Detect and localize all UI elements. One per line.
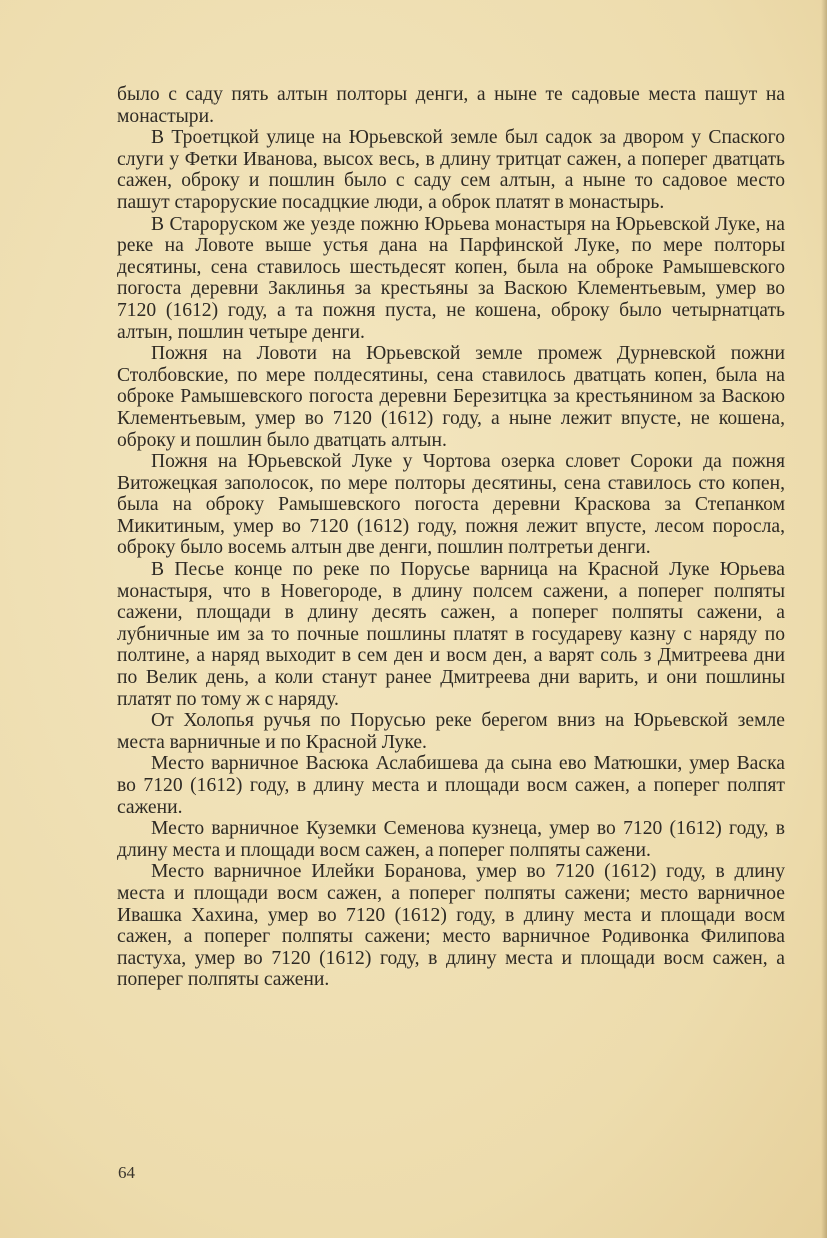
paragraph-6: В Песье конце по реке по Порусье варница на Красной Луке Юрьева монастыря, что в Новегороде, в длину полсем сажени, а поперег полпяты сажени, площади в длину десять сажен, а поперег полпяты сажени, а лубничные им за то почные пошлины платят в государеву казну с наряду по полтине, а наряд выходит в сем ден и восм ден, а варят соль з Дмитреева дни по Велик день, а коли станут ранее Дмитреева дни варить, и они пошлины платят по тому ж с наряду. — [117, 559, 785, 710]
page-edge-shadow — [821, 0, 827, 1238]
document-body — [117, 84, 785, 991]
paragraph-5: Пожня на Юрьевской Луке у Чортова озерка словет Сороки да пожня Витожецкая заполосок, по мере полторы десятины, сена ставилось сто копен, была на оброку Рамышевского погоста деревни Краскова за Степанком Микитиным, умер во 7120 (1612) году, пожня лежит впусте, лесом поросла, оброку было восемь алтын две денги, пошлин полтретьи денги. — [117, 451, 785, 559]
paragraph-8: Место варничное Васюка Аслабишева да сына ево Матюшки, умер Васка во 7120 (1612) году, в длину места и площади восм сажен, а поперег полпят сажени. — [117, 753, 785, 818]
paragraph-10: Место варничное Илейки Боранова, умер во 7120 (1612) году, в длину места и площади восм сажен, а поперег полпяты сажени; место варничное Ивашка Хахина, умер во 7120 (1612) году, в длину места и площади восм сажен, а поперег полпяты сажени; место варничное Родивонка Филипова пастуха, умер во 7120 (1612) году, в длину места и площади восм сажен, а поперег полпяты сажени. — [117, 861, 785, 991]
paragraph-9: Место варничное Куземки Семенова кузнеца, умер во 7120 (1612) году, в длину места и площади восм сажен, а поперег полпяты сажени. — [117, 818, 785, 861]
paragraph-4: Пожня на Ловоти на Юрьевской земле промеж Дурневской пожни Столбовские, по мере полдесятины, сена ставилось дватцать копен, была на оброке Рамышевского погоста деревни Березитцка за крестьянином за Васкою Клементьевым, умер во 7120 (1612) году, а ныне лежит впусте, не кошена, оброку и пошлин было дватцать алтын. — [117, 343, 785, 451]
paragraph-7: От Холопья ручья по Порусью реке берегом вниз на Юрьевской земле места варничные и по Красной Луке. — [117, 710, 785, 753]
paragraph-2: В Троетцкой улице на Юрьевской земле был садок за двором у Спаского слуги у Фетки Иванова, высох весь, в длину тритцат сажен, а поперег дватцать сажен, оброку и пошлин было с саду сем алтын, а ныне то садовое место пашут староруские посадцкие люди, а оброк платят в монастырь. — [117, 127, 785, 213]
paragraph-1: было с саду пять алтын полторы денги, а ныне те садовые места пашут на монастыри. — [117, 84, 785, 127]
paragraph-3: В Староруском же уезде пожню Юрьева монастыря на Юрьевской Луке, на реке на Ловоте выше устья дана на Парфинской Луке, по мере полторы десятины, сена ставилось шестьдесят копен, была на оброке Рамышевского погоста деревни Заклинья за крестьяны за Васкою Клементьевым, умер во 7120 (1612) году, а та пожня пуста, не кошена, оброку было четырнатцать алтын, пошлин четыре денги. — [117, 213, 785, 343]
page-number: 64 — [118, 1163, 135, 1182]
